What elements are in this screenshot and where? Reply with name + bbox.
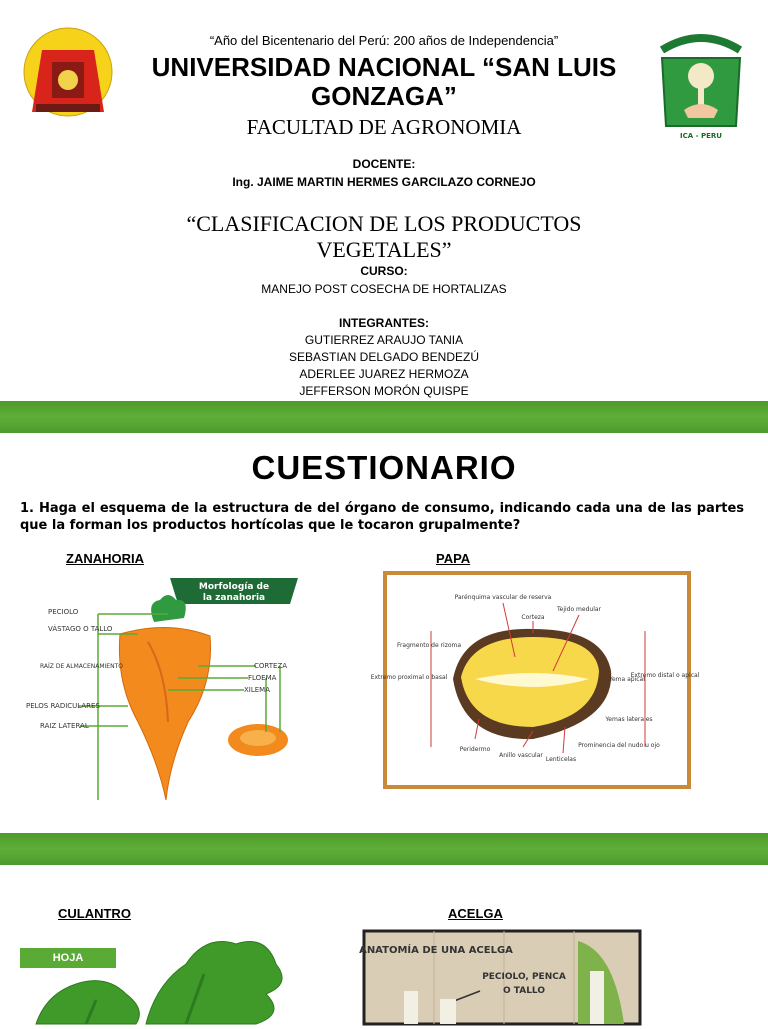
curso-label: CURSO: bbox=[360, 264, 408, 278]
member-3: ADERLEE JUAREZ HERMOZA bbox=[299, 367, 469, 381]
svg-text:Anillo vascular: Anillo vascular bbox=[499, 752, 543, 759]
svg-text:XILEMA: XILEMA bbox=[244, 686, 271, 694]
papa-label: PAPA bbox=[436, 551, 471, 566]
svg-text:Fragmento de rizoma: Fragmento de rizoma bbox=[396, 642, 462, 649]
svg-text:VÁSTAGO O TALLO: VÁSTAGO O TALLO bbox=[48, 625, 113, 633]
member-2: SEBASTIAN DELGADO BENDEZÚ bbox=[288, 350, 480, 364]
coriander-image bbox=[36, 924, 292, 1024]
svg-text:Morfología de: Morfología de bbox=[198, 582, 270, 592]
svg-text:RAIZ LATERAL: RAIZ LATERAL bbox=[40, 722, 89, 730]
motto-text: “Año del Bicentenario del Perú: 200 años de Independencia” bbox=[209, 33, 559, 48]
faculty-name: FACULTAD DE AGRONOMIA bbox=[246, 115, 522, 139]
acelga-label: ACELGA bbox=[448, 906, 503, 921]
svg-text:Prominencia del nudo u ojo: Prominencia del nudo u ojo bbox=[578, 742, 660, 749]
curso-name: MANEJO POST COSECHA DE HORTALIZAS bbox=[261, 282, 507, 296]
culantro-label: CULANTRO bbox=[58, 906, 131, 921]
svg-text:FLOEMA: FLOEMA bbox=[248, 674, 277, 682]
svg-text:PELOS RADICULARES: PELOS RADICULARES bbox=[26, 702, 100, 710]
svg-text:Extremo proximal o basal: Extremo proximal o basal bbox=[370, 674, 448, 681]
svg-text:ANATOMÍA DE UNA ACELGA: ANATOMÍA DE UNA ACELGA bbox=[359, 945, 513, 956]
green-divider-1 bbox=[0, 401, 768, 433]
svg-text:PECIOLO, PENCA: PECIOLO, PENCA bbox=[482, 972, 566, 982]
svg-text:Tejido medular: Tejido medular bbox=[556, 606, 602, 613]
svg-text:O TALLO: O TALLO bbox=[503, 986, 545, 996]
svg-text:ICA - PERU: ICA - PERU bbox=[680, 132, 722, 140]
work-title: “CLASIFICACION DE LOS PRODUCTOS VEGETALES” bbox=[186, 211, 582, 262]
svg-text:Peridermo: Peridermo bbox=[459, 746, 491, 753]
svg-text:la zanahoria: la zanahoria bbox=[202, 593, 266, 603]
potato-diagram bbox=[370, 571, 700, 789]
svg-text:RAÍZ DE ALMACENAMIENTO: RAÍZ DE ALMACENAMIENTO bbox=[40, 663, 123, 670]
integrantes-label: INTEGRANTES: bbox=[339, 316, 429, 330]
zanahoria-label: ZANAHORIA bbox=[66, 551, 144, 566]
svg-text:Extremo distal o apical: Extremo distal o apical bbox=[630, 672, 700, 679]
cuestionario-heading: CUESTIONARIO bbox=[251, 449, 517, 486]
chard-diagram bbox=[359, 931, 640, 1024]
svg-text:Lenticelas: Lenticelas bbox=[545, 756, 577, 763]
member-1: GUTIERREZ ARAUJO TANIA bbox=[304, 333, 464, 347]
university-name: UNIVERSIDAD NACIONAL “SAN LUIS GONZAGA” bbox=[151, 52, 617, 111]
question-text: 1. Haga el esquema de la estructura de del órgano de consumo, indicando cada una de las partes que la forman los productos hortícolas que le tocaron grupalmente? bbox=[20, 501, 744, 533]
hoja-tag: HOJA bbox=[20, 948, 116, 968]
svg-text:Yema apical: Yema apical bbox=[609, 676, 645, 683]
svg-text:Corteza: Corteza bbox=[521, 614, 545, 621]
docente-name: Ing. JAIME MARTIN HERMES GARCILAZO CORNEJO bbox=[232, 175, 536, 189]
svg-text:Parénquima vascular de reserva: Parénquima vascular de reserva bbox=[454, 594, 552, 601]
docente-label: DOCENTE: bbox=[352, 157, 416, 171]
svg-text:Yemas laterales: Yemas laterales bbox=[605, 716, 653, 723]
member-4: JEFFERSON MORÓN QUISPE bbox=[299, 384, 469, 398]
svg-text:PECIOLO: PECIOLO bbox=[48, 608, 79, 616]
carrot-diagram bbox=[18, 572, 308, 804]
green-divider-2 bbox=[0, 833, 768, 865]
svg-text:CORTEZA: CORTEZA bbox=[254, 662, 288, 670]
